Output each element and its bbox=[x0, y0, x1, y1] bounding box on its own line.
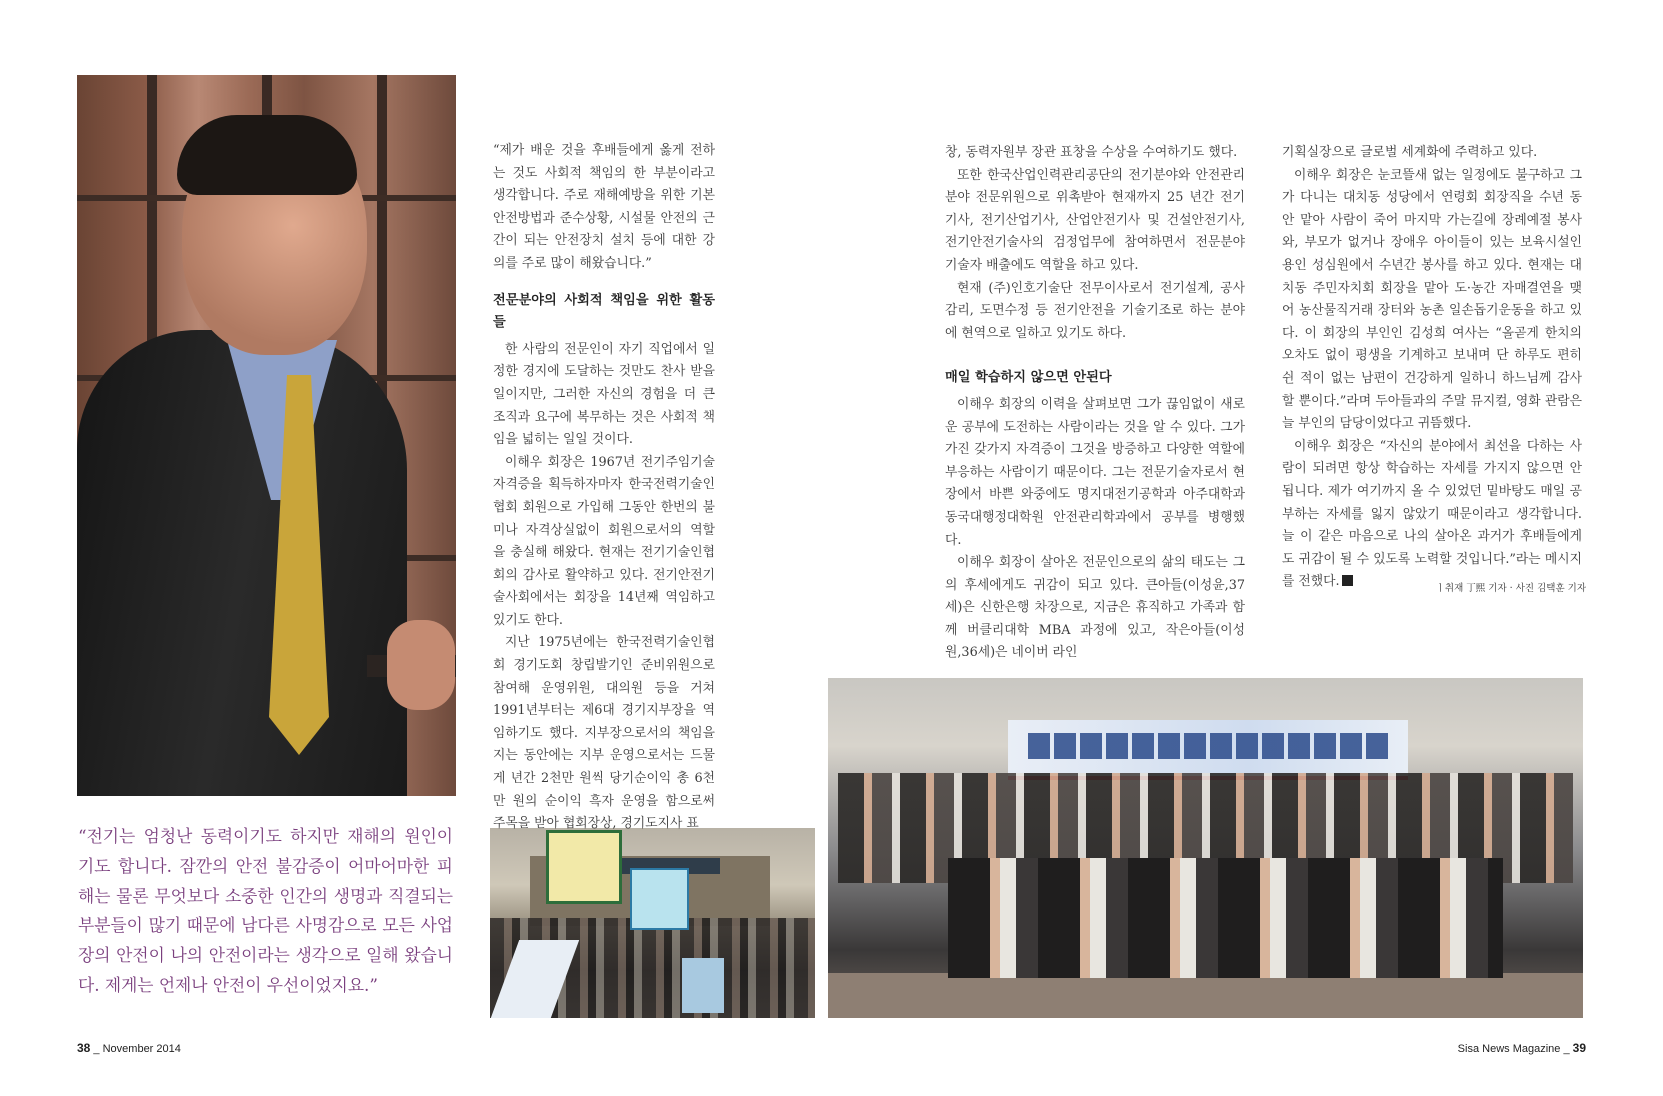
article-column-2 bbox=[945, 142, 1245, 665]
paragraph: 기획실장으로 글로벌 세계화에 주력하고 있다. bbox=[1282, 145, 1538, 160]
paragraph: 이해우 회장은 1967년 전기주임기술자격증을 획득하자마자 한국전력기술인협회 회원으로 가입해 그동안 한번의 불미나 자격상실없이 회원으로서의 역할을 충실해 해왔다. 현재는 전기기술인협회의 감사로 활약하고 있다. 전기안전기술사회에서는 회장을 14년째 역임하고 있기도 한다. bbox=[493, 454, 715, 628]
footer-right bbox=[1458, 1041, 1586, 1055]
paragraph: 지난 1975년에는 한국전력기술인협회 경기도회 창립발기인 준비위원으로 참여해 운영위원, 대의원 등을 거쳐 1991년부터는 제6대 경기지부장을 역임하기도 했다. 지부장으로서의 책임을 지는 동안에는 지부 운영으로서는 드물게 년간 2천만 원씩 당기순이익 총 6천만 원의 순이익 흑자 운영을 함으로써 주목을 받아 협회장상, 경기도지사 표 bbox=[493, 635, 715, 832]
intro-quote: “제가 배운 것을 후배들에게 옳게 전하는 것도 사회적 책임의 한 부분이라고 생각합니다. 주로 재해예방을 위한 기본안전방법과 준수상황, 시설물 안전의 근간이 되는 안전장치 설치 등에 대한 강의를 주로 많이 해왔습니다.” bbox=[493, 143, 715, 271]
banner-lettering bbox=[1028, 733, 1388, 759]
floor bbox=[828, 973, 1583, 1018]
page-number: 39 bbox=[1572, 1041, 1586, 1055]
end-mark-icon bbox=[1342, 575, 1353, 586]
seated-row bbox=[948, 858, 1503, 978]
footer-separator: _ bbox=[93, 1043, 100, 1055]
paragraph: 한 사람의 전문인이 자기 직업에서 일정한 경지에 도달하는 것만도 찬사 받을 일이지만, 그러한 자신의 경험을 더 큰 조직과 요구에 복무하는 것은 사회적 책임을 넓히는 일일 것이다. bbox=[493, 341, 715, 448]
paragraph: 또한 한국산업인력관리공단의 전기분야와 안전관리분야 전문위원으로 위촉받아 현재까지 25 년간 전기기사, 전기산업기사, 산업안전기사 및 건설안전기사, 전기안전기술사의 검정업무에 참여하면서 전문분야 기술자 배출에도 역할을 하고 있다. bbox=[945, 167, 1245, 273]
article-column-1 bbox=[493, 140, 715, 836]
group-photo bbox=[828, 678, 1583, 1018]
placard bbox=[630, 868, 689, 930]
byline: ㅣ취재 丁熙 기자 · 사진 김택훈 기자 bbox=[1435, 583, 1586, 594]
paragraph bbox=[1282, 436, 1582, 594]
magazine-name: Sisa News Magazine bbox=[1457, 1043, 1561, 1055]
campaign-photo bbox=[490, 828, 815, 1018]
portrait-photo bbox=[77, 75, 456, 796]
paragraph: 이해우 회장의 이력을 살펴보면 그가 끊임없이 새로운 공부에 도전하는 사람이라는 것을 알 수 있다. 그가 가진 갖가지 자격증이 그것을 방증하고 다양한 역할에 부응하는 사람이기 때문이다. 그는 전문기술자로서 현장에서 바쁜 와중에도 명지대전기공학과 아주대학과 동국대행정대학원 안전관리학과에서 공부를 병행했다. bbox=[945, 396, 1245, 548]
placard bbox=[546, 830, 622, 904]
footer-separator: _ bbox=[1563, 1043, 1570, 1055]
section-heading: 매일 학습하지 않으면 안된다 bbox=[945, 370, 1112, 386]
article-column-3 bbox=[1282, 142, 1582, 594]
paragraph: 이해우 회장은 눈코뜰새 없는 일정에도 불구하고 그가 다니는 대치동 성당에서 연령회 회장직을 수년 동안 맡아 사람이 죽어 마지막 가는길에 장례예절 봉사와, 부모가 없거나 장애우 아이들이 있는 보육시설인 용인 성심원에서 수년간 봉사를 하고 있다. 현재는 대치동 주민자치회 회장을 맡아 도·농간 자매결연을 맺어 농산물직거래 장터와 농촌 일손돕기운동을 하고 있다. 이 회장의 부인인 김성희 여사는 “올곧게 한치의 오차도 없이 평생을 기계하고 보내며 단 하루도 편히 쉰 적이 없는 남편이 건강하게 일하니 하느님께 감사할 뿐이다.”라며 두아들과의 주말 뮤지컬, 영화 관람은 늘 부인의 담당이었다고 귀뜸했다. bbox=[1282, 167, 1582, 432]
section-heading: 전문분야의 사회적 책임을 위한 활동들 bbox=[493, 292, 715, 331]
paragraph: 이해우 회장이 살아온 전문인으로의 삶의 태도는 그의 후세에게도 귀감이 되고 있다. 큰아들(이성윤,37세)은 신한은행 차장으로, 지금은 휴직하고 가족과 함께 버클리대학 MBA 과정에 있고, 작은아들(이성원,36세)은 네이버 라인 bbox=[945, 555, 1245, 661]
closing-paragraph-text: 이해우 회장은 “자신의 분야에서 최선을 다하는 사람이 되려면 항상 학습하는 자세를 가지지 않으면 안됩니다. 제가 여기까지 올 수 있었던 밑바탕도 매일 공부하는 자세를 잃지 않았기 때문이라고 생각합니다. 늘 이 같은 마음으로 나의 살아온 과거가 후배들에게도 귀감이 될 수 있도록 노력할 것입니다.”라는 메시지를 전했다. bbox=[1282, 438, 1582, 590]
paragraph: 창, 동력자원부 장관 표창을 수상을 수여하기도 했다. bbox=[945, 145, 1238, 160]
suit bbox=[77, 330, 407, 796]
page-number: 38 bbox=[77, 1041, 91, 1055]
hand bbox=[387, 620, 455, 710]
paragraph: 현재 (주)인호기술단 전무이사로서 전기설계, 공사감리, 도면수정 등 전기안전을 기술기조로 하는 분야에 현역으로 일하고 있기도 하다. bbox=[945, 280, 1245, 341]
pull-quote: “전기는 엄청난 동력이기도 하지만 재해의 원인이기도 합니다. 잠깐의 안전 불감증이 어마어마한 피해는 물론 무엇보다 소중한 인간의 생명과 직결되는 부분들이 많기 때문에 남다른 사명감으로 모든 사업장의 안전이 나의 안전이라는 생각으로 일해 왔습니다. 제게는 언제나 안전이 우선이었지요.” bbox=[78, 826, 453, 995]
issue-date: November 2014 bbox=[102, 1043, 181, 1055]
hair bbox=[177, 115, 357, 195]
footer-left bbox=[77, 1041, 181, 1055]
placard bbox=[682, 958, 724, 1013]
